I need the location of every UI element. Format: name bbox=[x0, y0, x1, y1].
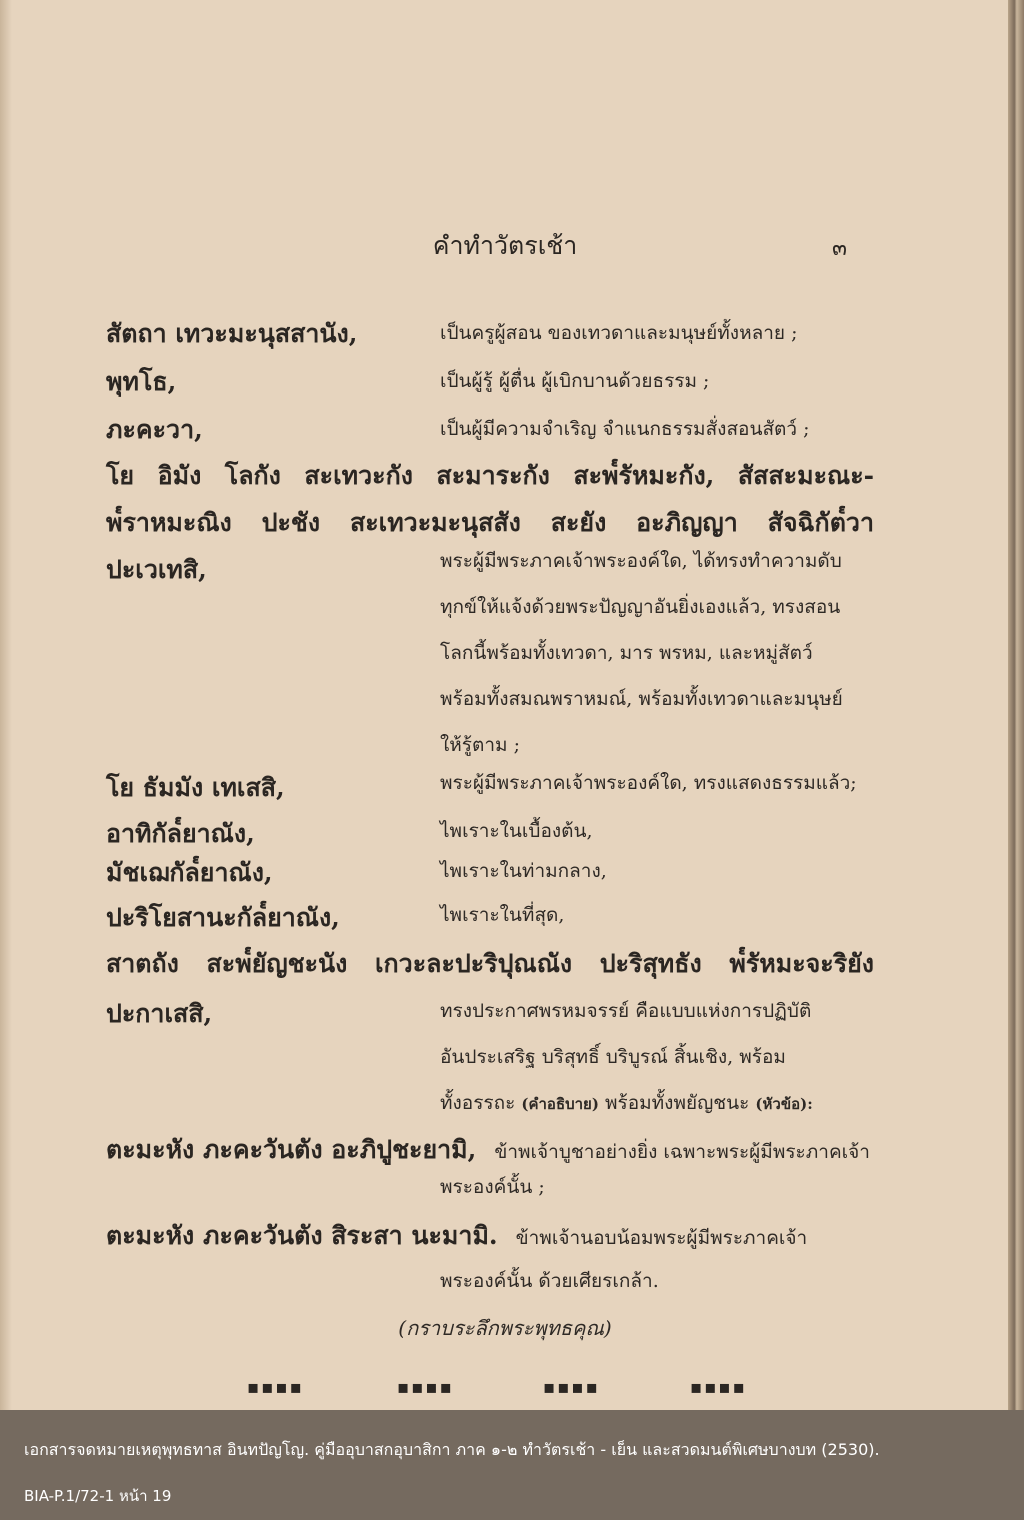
thai-line: ทุกข์ให้แจ้งด้วยพระปัญญาอันยิ่งเองแล้ว, ทรงสอน bbox=[440, 596, 841, 618]
pali-line: ปะริโยสานะกัล๎ยาณัง, bbox=[106, 903, 340, 932]
pali-long-line: โย อิมัง โลกัง สะเทวะกัง สะมาระกัง สะพ๎รัหมะกัง, สัสสะมะณะ- bbox=[106, 461, 874, 490]
pali-thai-line bbox=[106, 1130, 886, 1170]
page-number: ๓ bbox=[832, 236, 848, 261]
pali-line: พุทโธ, bbox=[106, 367, 177, 396]
pali-long-line: พ๎ราหมะณิง ปะชัง สะเทวะมะนุสสัง สะยัง อะภิญญา สัจฉิกัต๎วา bbox=[106, 508, 874, 537]
pali-line: มัชเฌกัล๎ยาณัง, bbox=[106, 858, 273, 887]
thai-line: พร้อมทั้งสมณพราหมณ์, พร้อมทั้งเทวดาและมนุษย์ bbox=[440, 688, 843, 710]
thai-translation: ไพเราะในที่สุด, bbox=[440, 904, 565, 926]
separator-dots: ▪▪▪▪ bbox=[397, 1377, 454, 1398]
page-header-title: คำทำวัตรเช้า bbox=[432, 231, 578, 260]
thai-line: พระผู้มีพระภาคเจ้าพระองค์ใด, ได้ทรงทำความดับ bbox=[440, 550, 842, 572]
pali-line: ปะกาเสสิ, bbox=[106, 999, 213, 1028]
thai-translation: ไพเราะในเบื้องต้น, bbox=[440, 820, 593, 842]
pali-thai-line bbox=[106, 1216, 886, 1256]
thai-line: โลกนี้พร้อมทั้งเทวดา, มาร พรหม, และหมู่สัตว์ bbox=[440, 642, 813, 664]
thai-translation: เป็นครูผู้สอน ของเทวดาและมนุษย์ทั้งหลาย ; bbox=[440, 322, 798, 344]
pali-line: สัตถา เทวะมะนุสสานัง, bbox=[106, 319, 358, 348]
thai-translation-block bbox=[440, 988, 876, 1127]
page-edge bbox=[1008, 0, 1024, 1410]
pali-phrase: ตะมะหัง ภะคะวันตัง สิระสา นะมามิ. bbox=[106, 1221, 498, 1250]
thai-phrase: ข้าพเจ้าบูชาอย่างยิ่ง เฉพาะพระผู้มีพระภาคเจ้า bbox=[494, 1141, 870, 1163]
thai-translation: พระองค์นั้น ด้วยเศียรเกล้า. bbox=[440, 1270, 659, 1292]
thai-translation-block bbox=[440, 538, 876, 768]
thai-translation: ไพเราะในท่ามกลาง, bbox=[440, 860, 607, 882]
separator-dots: ▪▪▪▪ bbox=[543, 1377, 600, 1398]
citation-text: เอกสารจดหมายเหตุพุทธทาส อินทปัญโญ. คู่มืออุบาสกอุบาสิกา ภาค ๑-๒ ทำวัตรเช้า - เย็น และสวดมนต์พิเศษบางบท (2530). bbox=[24, 1440, 880, 1459]
separator-dots: ▪▪▪▪ bbox=[690, 1377, 747, 1398]
thai-line: ทั้งอรรถะ (คำอธิบาย) พร้อมทั้งพยัญชนะ (หัวข้อ): bbox=[440, 1092, 813, 1114]
archive-caption-bar bbox=[0, 1410, 1024, 1520]
thai-phrase: ข้าพเจ้านอบน้อมพระผู้มีพระภาคเจ้า bbox=[515, 1227, 808, 1249]
pali-line: อาทิกัล๎ยาณัง, bbox=[106, 819, 255, 848]
pali-line: โย ธัมมัง เทเสสิ, bbox=[106, 773, 285, 802]
thai-line: อันประเสริฐ บริสุทธิ์ บริบูรณ์ สิ้นเชิง, พร้อม bbox=[440, 1046, 786, 1068]
thai-translation: เป็นผู้รู้ ผู้ตื่น ผู้เบิกบานด้วยธรรม ; bbox=[440, 370, 710, 392]
thai-translation: พระผู้มีพระภาคเจ้าพระองค์ใด, ทรงแสดงธรรมแล้ว; bbox=[440, 772, 857, 794]
separator-dots: ▪▪▪▪ bbox=[247, 1377, 304, 1398]
pali-line: ภะคะวา, bbox=[106, 415, 203, 444]
section-caption: (กราบระลึกพระพุทธคุณ) bbox=[398, 1316, 612, 1340]
thai-line: ทรงประกาศพรหมจรรย์ คือแบบแห่งการปฏิบัติ bbox=[440, 1000, 812, 1022]
thai-translation: พระองค์นั้น ; bbox=[440, 1176, 545, 1198]
thai-line: ให้รู้ตาม ; bbox=[440, 734, 520, 756]
reference-text: BIA-P.1/72-1 หน้า 19 bbox=[24, 1487, 172, 1505]
pali-line: ปะเวเทสิ, bbox=[106, 555, 207, 584]
page-binding-shadow bbox=[0, 0, 12, 1410]
pali-phrase: ตะมะหัง ภะคะวันตัง อะภิปูชะยามิ, bbox=[106, 1135, 477, 1164]
pali-long-line: สาตถัง สะพ๎ยัญชะนัง เกวะละปะริปุณณัง ปะริสุทธัง พ๎รัหมะจะริยัง bbox=[106, 949, 874, 978]
thai-translation: เป็นผู้มีความจำเริญ จำแนกธรรมสั่งสอนสัตว์ ; bbox=[440, 418, 810, 440]
